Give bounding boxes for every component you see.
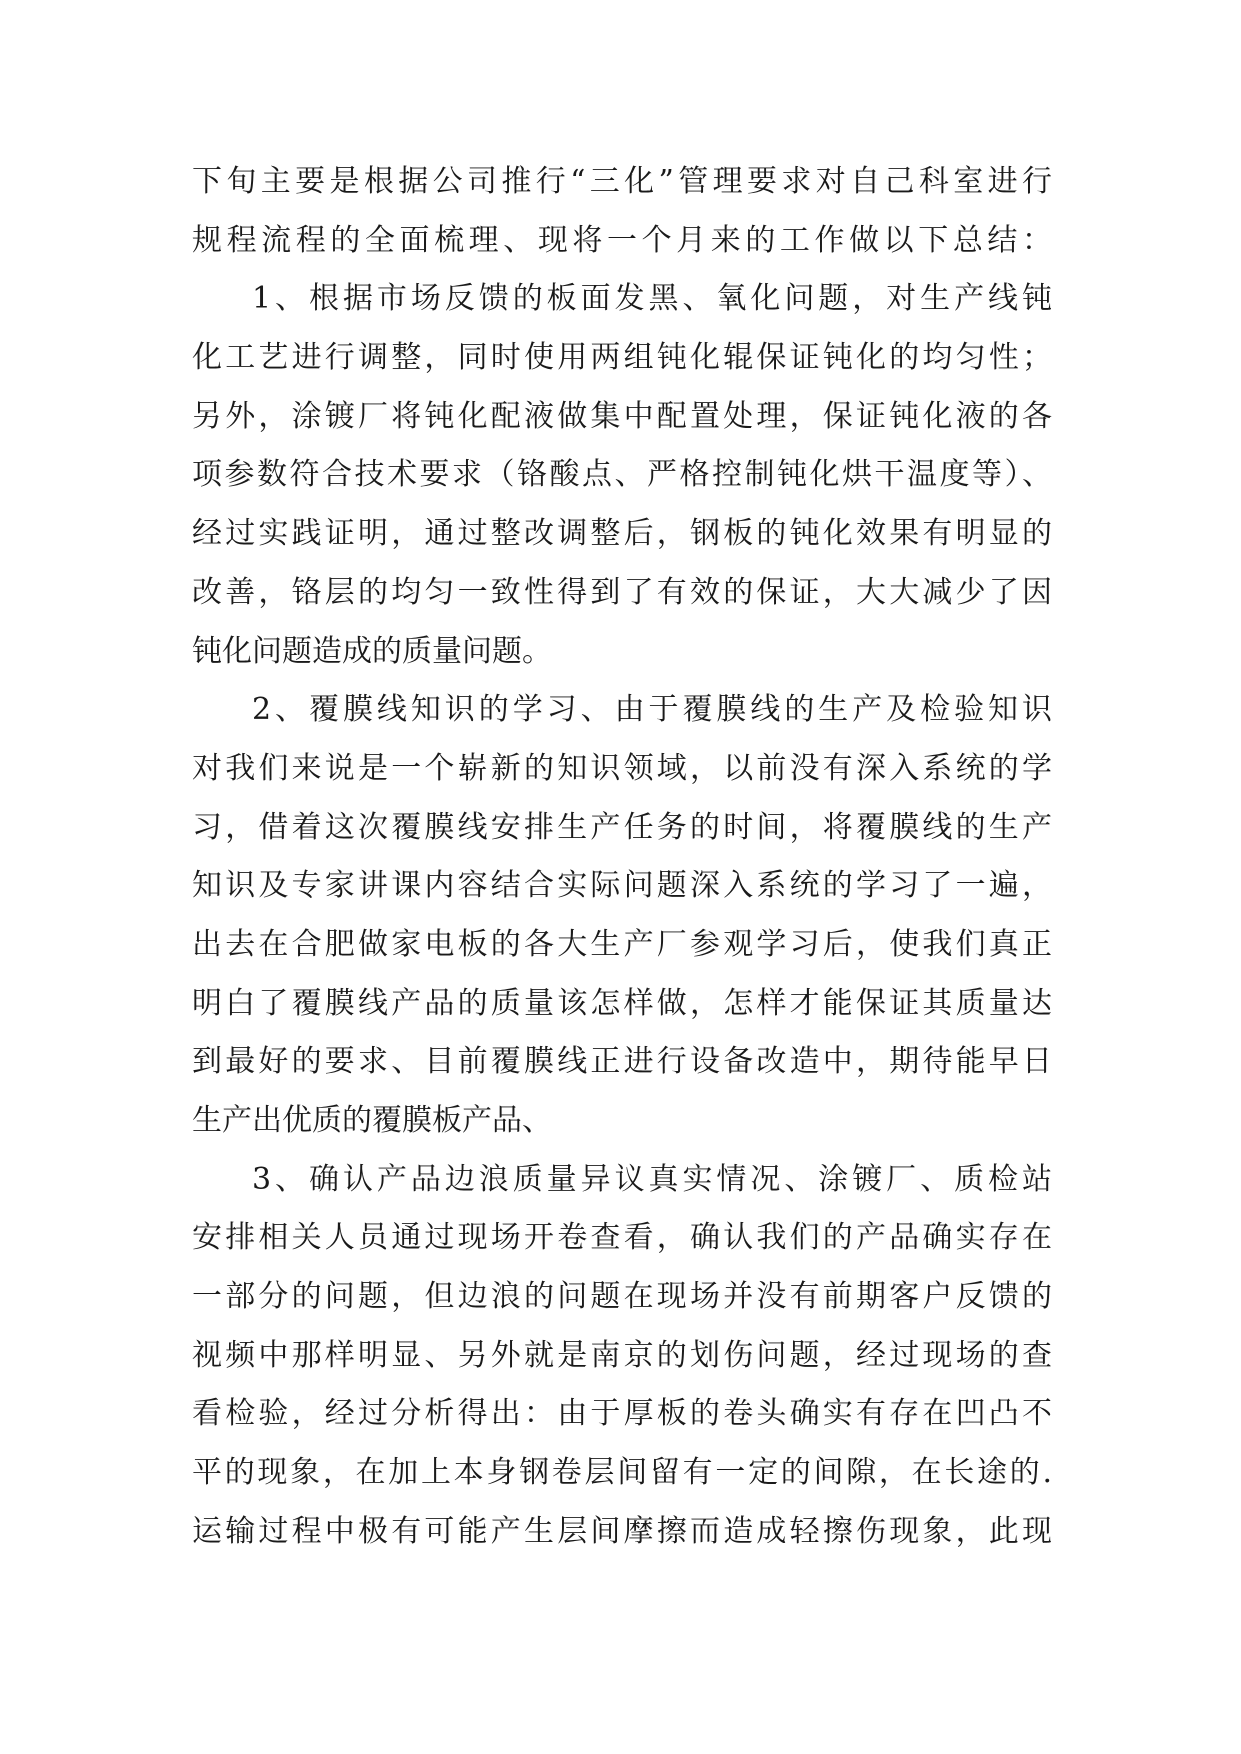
text-line: 习，借着这次覆膜线安排生产任务的时间，将覆膜线的生产 <box>192 809 1052 845</box>
text-line: 安排相关人员通过现场开卷查看，确认我们的产品确实存在 <box>192 1220 1052 1256</box>
text-line: 看检验，经过分析得出：由于厚板的卷头确实有存在凹凸不 <box>192 1396 1052 1432</box>
text-line: 视频中那样明显、另外就是南京的划伤问题，经过现场的查 <box>192 1337 1052 1373</box>
text-line: 改善，铬层的均匀一致性得到了有效的保证，大大减少了因 <box>192 574 1052 610</box>
text-line: 知识及专家讲课内容结合实际问题深入系统的学习了一遍， <box>192 868 1052 904</box>
text-line: 到最好的要求、目前覆膜线正进行设备改造中，期待能早日 <box>192 1044 1052 1080</box>
text-line: 项参数符合技术要求（铬酸点、严格控制钝化烘干温度等）、 <box>192 457 1052 493</box>
text-line: 一部分的问题，但边浪的问题在现场并没有前期客户反馈的 <box>192 1279 1052 1315</box>
text-line: 平的现象，在加上本身钢卷层间留有一定的间隙，在长途的. <box>192 1455 1052 1491</box>
text-line: 钝化问题造成的质量问题。 <box>192 633 552 669</box>
text-line: 下旬主要是根据公司推行“三化”管理要求对自己科室进行 <box>192 164 1052 199</box>
paragraph-first-line: 3、确认产品边浪质量异议真实情况、涂镀厂、质检站 <box>252 1161 1052 1197</box>
paragraph-first-line: 2、覆膜线知识的学习、由于覆膜线的生产及检验知识 <box>252 692 1052 728</box>
text-line: 对我们来说是一个崭新的知识领域，以前没有深入系统的学 <box>192 750 1052 786</box>
text-line: 经过实践证明，通过整改调整后，钢板的钝化效果有明显的 <box>192 516 1052 552</box>
text-line: 另外，涂镀厂将钝化配液做集中配置处理，保证钝化液的各 <box>192 398 1052 434</box>
text-line: 生产出优质的覆膜板产品、 <box>192 1103 552 1138</box>
document-body <box>192 153 1052 1562</box>
text-line: 出去在合肥做家电板的各大生产厂参观学习后，使我们真正 <box>192 926 1052 962</box>
text-line: 明白了覆膜线产品的质量该怎样做，怎样才能保证其质量达 <box>192 985 1052 1021</box>
paragraph-first-line: 1、根据市场反馈的板面发黑、氧化问题，对生产线钝 <box>252 281 1052 317</box>
text-line: 化工艺进行调整，同时使用两组钝化辊保证钝化的均匀性； <box>192 340 1052 376</box>
text-line: 运输过程中极有可能产生层间摩擦而造成轻擦伤现象，此现 <box>192 1513 1052 1549</box>
text-line: 规程流程的全面梳理、现将一个月来的工作做以下总结： <box>192 222 1052 258</box>
